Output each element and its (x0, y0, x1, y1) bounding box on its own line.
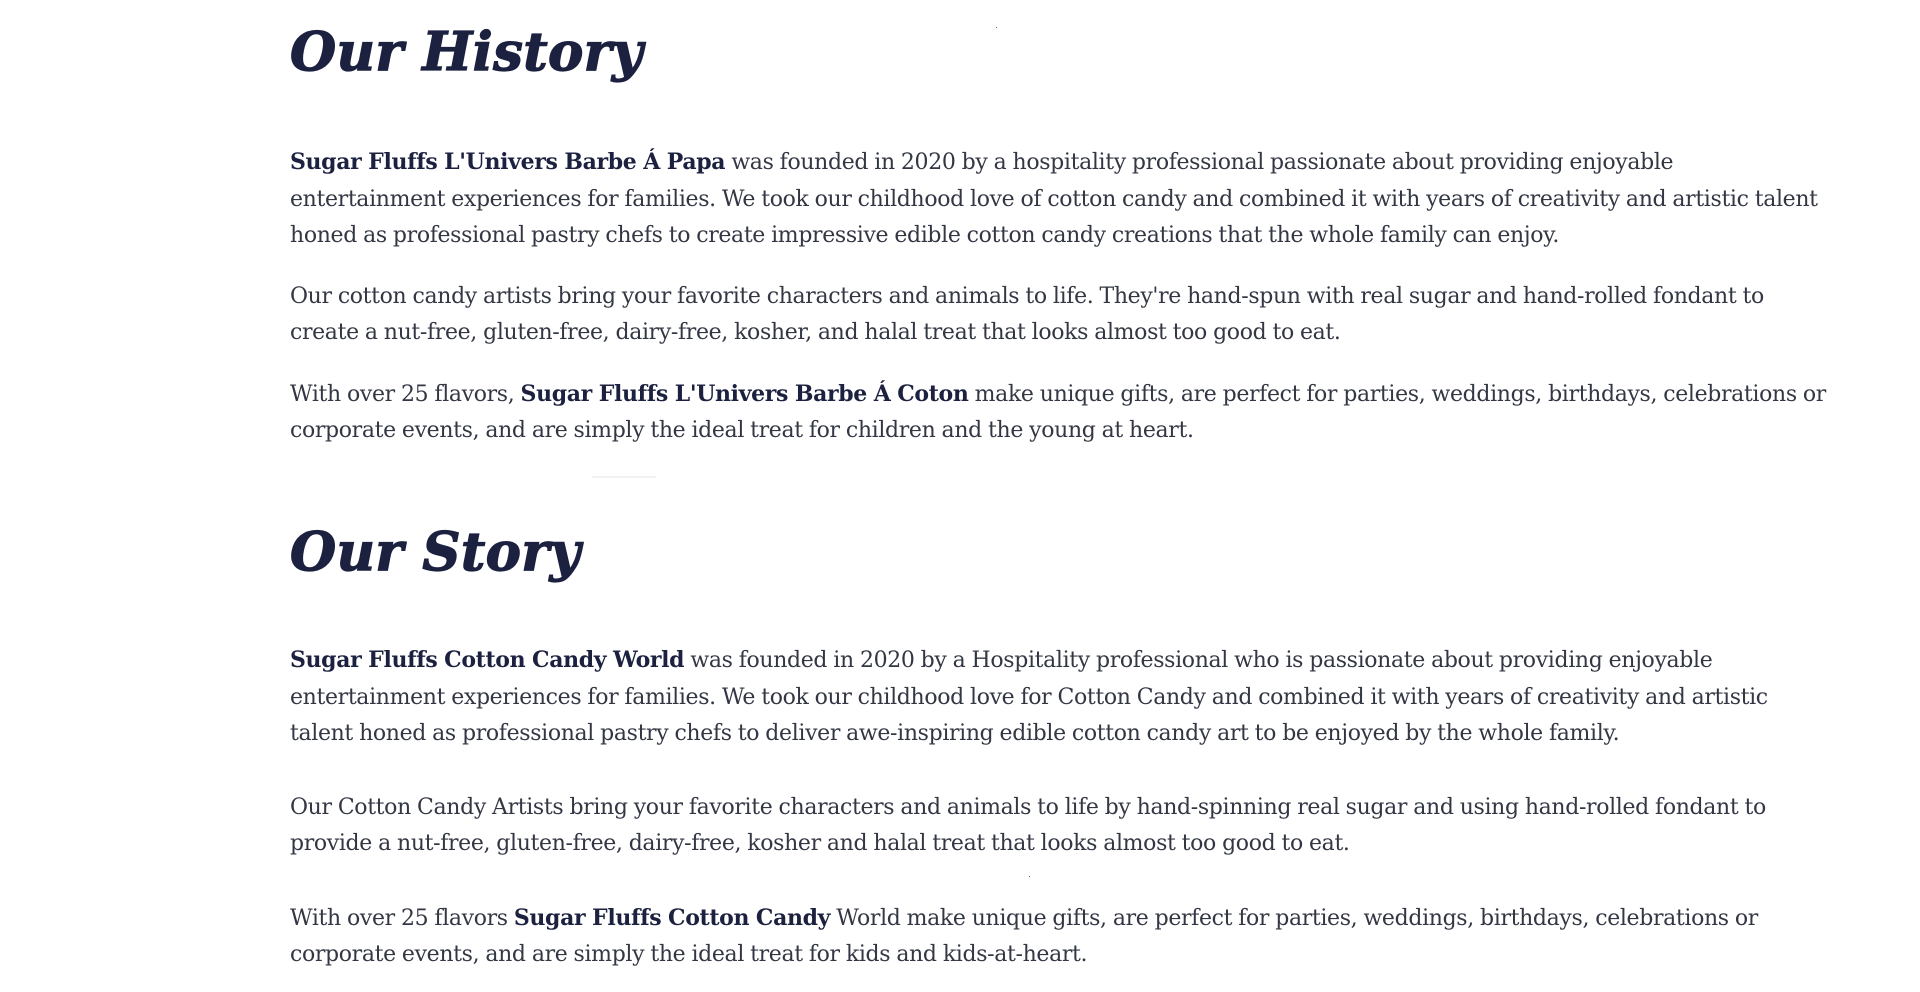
story-paragraph-1-text: was founded in 2020 by a Hospitality professional who is passionate about providing enjoyable entertainment experiences for families. We took our childhood love for Cotton Candy and combined it with years of creativity and artistic talent honed as professional pastry chefs to deliver awe-inspiring edible cotton candy art to be enjoyed by the whole family. (290, 648, 1768, 746)
section-divider (592, 476, 656, 478)
story-paragraph-3-brand: Sugar Fluffs Cotton Candy (513, 904, 831, 931)
history-paragraph-3-before: With over 25 flavors, (290, 381, 521, 407)
history-paragraph-3-brand: Sugar Fluffs L'Univers Barbe Á Coton (520, 380, 969, 407)
story-paragraph-3-before: With over 25 flavors (290, 905, 514, 931)
story-paragraph-2: Our Cotton Candy Artists bring your favorite characters and animals to life by hand-spinning real sugar and using hand-rolled fondant to provide a nut-free, gluten-free, dairy-free, kosher and halal treat that looks almost too good to eat. (290, 794, 1766, 856)
story-brand-name: Sugar Fluffs Cotton Candy World (290, 647, 685, 673)
history-paragraph-3-after: make unique gifts, are perfect for parties, weddings, birthdays, celebrations or corporate events, and are simply the ideal treat for children and the young at heart. (290, 381, 1826, 443)
history-brand-name: Sugar Fluffs L'Univers Barbe Á Papa (290, 149, 726, 175)
story-paragraph-3-after: World make unique gifts, are perfect for parties, weddings, birthdays, celebrations or corporate events, and are simply the ideal treat for kids and kids-at-heart. (290, 905, 1758, 967)
story-paragraph-1 (290, 642, 1830, 753)
our-story-heading: Our Story (290, 521, 581, 583)
history-paragraph-1-text: was founded in 2020 by a hospitality professional passionate about providing enjoyable entertainment experiences for families. We took our childhood love of cotton candy and combined it with years of creativity and artistic talent honed as professional pastry chefs to create impressive edible cotton candy creations that the whole family can enjoy. (290, 150, 1818, 248)
history-paragraph-1 (290, 144, 1830, 255)
history-paragraph-3 (290, 376, 1830, 450)
history-paragraph-2: Our cotton candy artists bring your favorite characters and animals to life. They're hand-spun with real sugar and hand-rolled fondant to create a nut-free, gluten-free, dairy-free, kosher, and halal treat that looks almost too good to eat. (290, 283, 1764, 345)
our-story-section (290, 500, 1830, 974)
stray-speck (996, 27, 997, 28)
our-history-section (290, 0, 1830, 450)
story-paragraph-3 (290, 900, 1830, 974)
our-history-heading: Our History (290, 21, 643, 83)
